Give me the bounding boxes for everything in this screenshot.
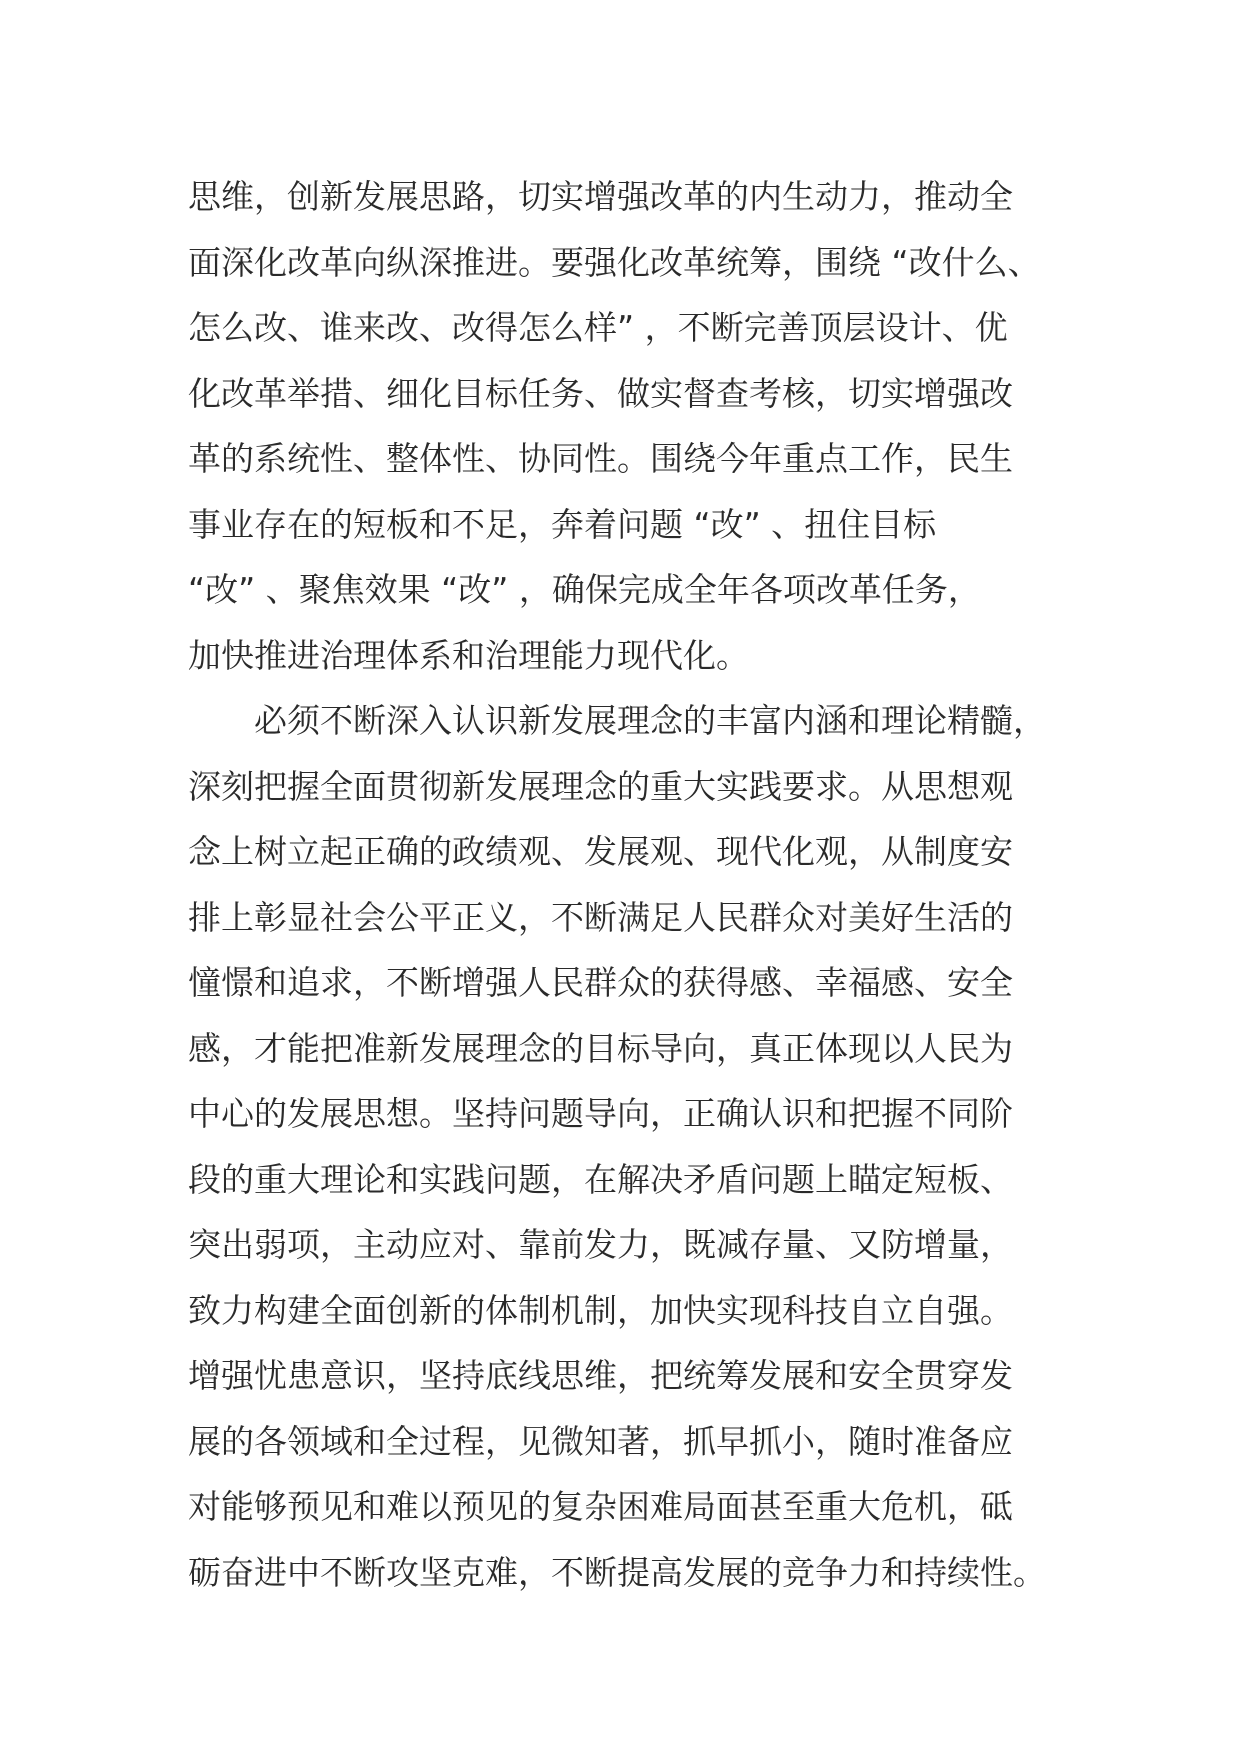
text-line: 念上树立起正确的政绩观、发展观、现代化观，从制度安 — [188, 832, 1013, 871]
text-line: 排上彰显社会公平正义，不断满足人民群众对美好生活的 — [188, 897, 1013, 937]
text-line: 思维，创新发展思路，切实增强改革的内生动力，推动全 — [188, 177, 1013, 216]
text-line: 突出弱项，主动应对、靠前发力，既减存量、又防增量， — [188, 1225, 1013, 1264]
text-line: 必须不断深入认识新发展理念的丰富内涵和理论精髓， — [188, 701, 1046, 740]
text-line: 展的各领域和全过程，见微知著，抓早抓小，随时准备应 — [188, 1421, 1013, 1461]
text-line: 事业存在的短板和不足，奔着问题 “改” 、扭住目标 — [188, 504, 937, 544]
text-line: 段的重大理论和实践问题，在解决矛盾问题上瞄定短板、 — [188, 1159, 1013, 1199]
text-line: 增强忧患意识，坚持底线思维，把统筹发展和安全贯穿发 — [188, 1356, 1013, 1395]
text-line: 怎么改、谁来改、改得怎么样” ，不断完善顶层设计、优 — [188, 308, 1008, 347]
text-line: 深刻把握全面贯彻新发展理念的重大实践要求。从思想观 — [188, 766, 1013, 806]
text-line: 革的系统性、整体性、协同性。围绕今年重点工作，民生 — [188, 439, 1013, 478]
text-line: “改” 、聚焦效果 “改” ，确保完成全年各项改革任务， — [188, 570, 981, 609]
text-line: 化改革举措、细化目标任务、做实督查考核，切实增强改 — [188, 373, 1013, 413]
text-line: 憧憬和追求，不断增强人民群众的获得感、幸福感、安全 — [188, 963, 1013, 1002]
text-line: 感，才能把准新发展理念的目标导向，真正体现以人民为 — [188, 1028, 1013, 1068]
text-line: 致力构建全面创新的体制机制，加快实现科技自立自强。 — [188, 1290, 1013, 1330]
text-line: 中心的发展思想。坚持问题导向，正确认识和把握不同阶 — [188, 1094, 1013, 1133]
text-line: 加快推进治理体系和治理能力现代化。 — [188, 635, 749, 675]
body-text — [188, 164, 1068, 1605]
text-line: 砺奋进中不断攻坚克难，不断提高发展的竞争力和持续性。 — [188, 1552, 1046, 1592]
text-line: 面深化改革向纵深推进。要强化改革统筹，围绕 “改什么、 — [188, 242, 1041, 282]
text-line: 对能够预见和难以预见的复杂困难局面甚至重大危机，砥 — [188, 1487, 1013, 1526]
